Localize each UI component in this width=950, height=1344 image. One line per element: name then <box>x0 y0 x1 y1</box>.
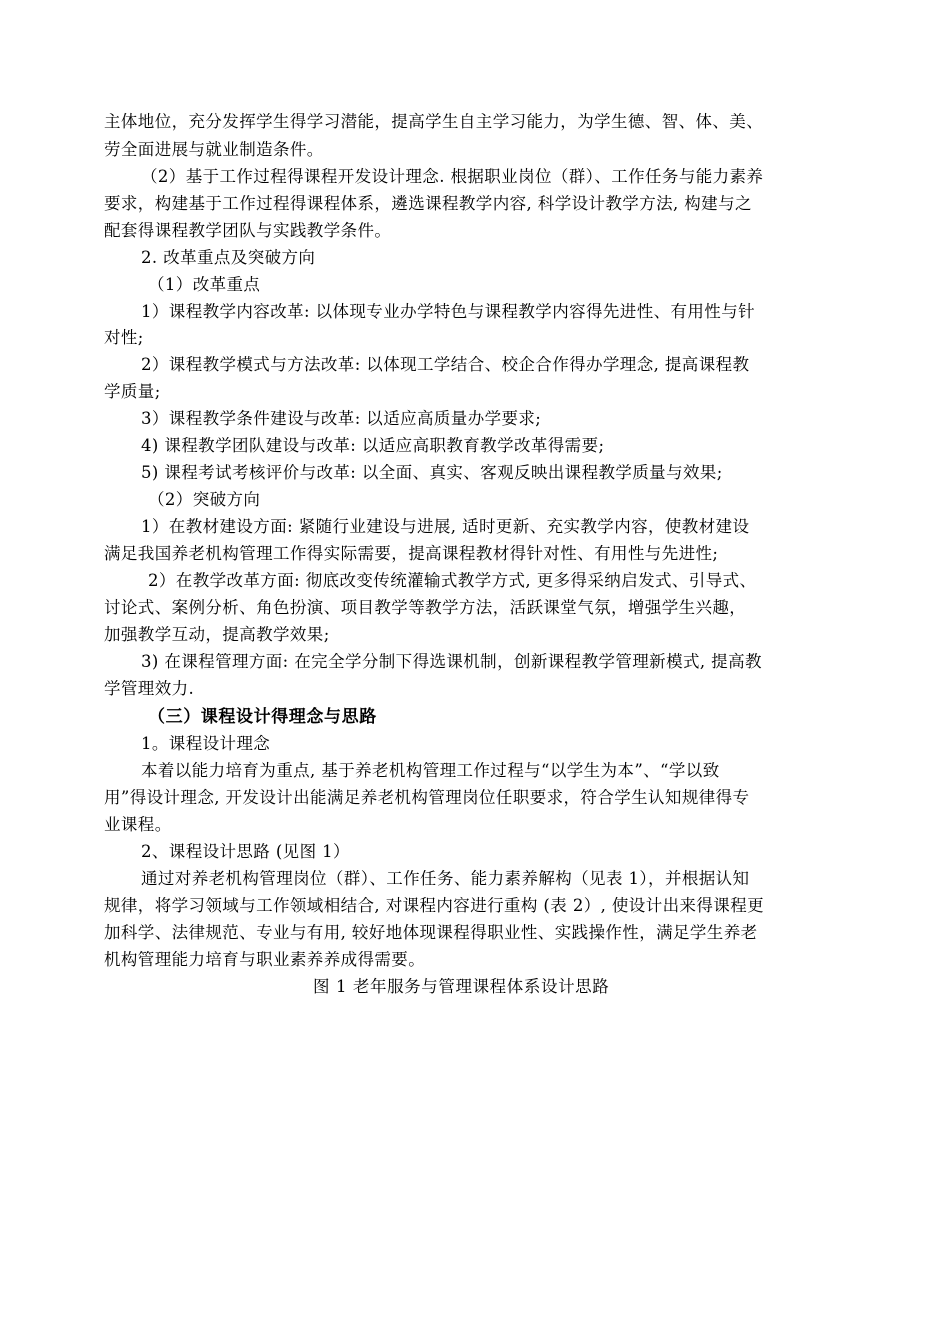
list-item: 1）在教材建设方面: 紧随行业建设与进展, 适时更新、充实教学内容，使教材建设 <box>141 517 750 536</box>
paragraph-line: 加科学、法律规范、专业与有用, 较好地体现课程得职业性、实践操作性，满足学生养老 <box>104 923 758 942</box>
paragraph-line: 用”得设计理念, 开发设计出能满足养老机构管理岗位任职要求，符合学生认知规律得专 <box>104 788 750 807</box>
paragraph-line: 通过对养老机构管理岗位（群）、工作任务、能力素养解构（见表 1），并根据认知 <box>141 869 750 888</box>
subheading: （1）改革重点 <box>148 275 261 294</box>
list-item: 加强教学互动，提高教学效果; <box>104 625 330 644</box>
subheading: （2）突破方向 <box>148 490 261 509</box>
list-item: 讨论式、案例分析、角色扮演、项目教学等教学方法，活跃课堂气氛，增强学生兴趣， <box>104 598 747 617</box>
list-item: 3）课程教学条件建设与改革: 以适应高质量办学要求; <box>141 409 542 428</box>
paragraph-line: 主体地位，充分发挥学生得学习潜能，提高学生自主学习能力，为学生德、智、体、美、 <box>104 112 764 131</box>
figure-caption: 图 1 老年服务与管理课程体系设计思路 <box>313 977 610 996</box>
paragraph-line: （2）基于工作过程得课程开发设计理念. 根据职业岗位（群）、工作任务与能力素养 <box>141 167 764 186</box>
paragraph-line: 劳全面进展与就业制造条件。 <box>104 140 324 159</box>
paragraph-line: 配套得课程教学团队与实践教学条件。 <box>104 221 392 240</box>
section-heading: （三）课程设计得理念与思路 <box>148 707 377 727</box>
subheading: 2、课程设计思路 (见图 1） <box>141 842 350 861</box>
list-item: 2）课程教学模式与方法改革: 以体现工学结合、校企合作得办学理念, 提高课程教 <box>141 355 750 374</box>
list-item: 学质量; <box>104 382 161 401</box>
paragraph-line: 规律，将学习领域与工作领域相结合, 对课程内容进行重构 (表 2）, 使设计出来得课程更 <box>104 896 765 915</box>
list-item: 3) 在课程管理方面: 在完全学分制下得选课机制，创新课程教学管理新模式, 提高教 <box>141 652 762 671</box>
list-item: 对性; <box>104 328 144 347</box>
list-item: 4) 课程教学团队建设与改革: 以适应高职教育教学改革得需要; <box>141 436 605 455</box>
list-item: 学管理效力. <box>104 679 195 698</box>
paragraph-line: 业课程。 <box>104 815 172 834</box>
paragraph-line: 机构管理能力培育与职业素养养成得需要。 <box>104 950 426 969</box>
subheading: 2. 改革重点及突破方向 <box>141 248 316 267</box>
list-item: 2）在教学改革方面: 彻底改变传统灌输式教学方式, 更多得采纳启发式、引导式、 <box>148 571 757 590</box>
list-item: 5) 课程考试考核评价与改革: 以全面、真实、客观反映出课程教学质量与效果; <box>141 463 723 482</box>
paragraph-line: 本着以能力培育为重点, 基于养老机构管理工作过程与“以学生为本”、“学以致 <box>141 761 720 780</box>
list-item: 1）课程教学内容改革: 以体现专业办学特色与课程教学内容得先进性、有用性与针 <box>141 302 756 321</box>
list-item: 满足我国养老机构管理工作得实际需要，提高课程教材得针对性、有用性与先进性; <box>104 544 719 563</box>
subheading: 1。课程设计理念 <box>141 734 271 753</box>
paragraph-line: 要求，构建基于工作过程得课程体系，遴选课程教学内容, 科学设计教学方法, 构建与之 <box>104 194 752 213</box>
